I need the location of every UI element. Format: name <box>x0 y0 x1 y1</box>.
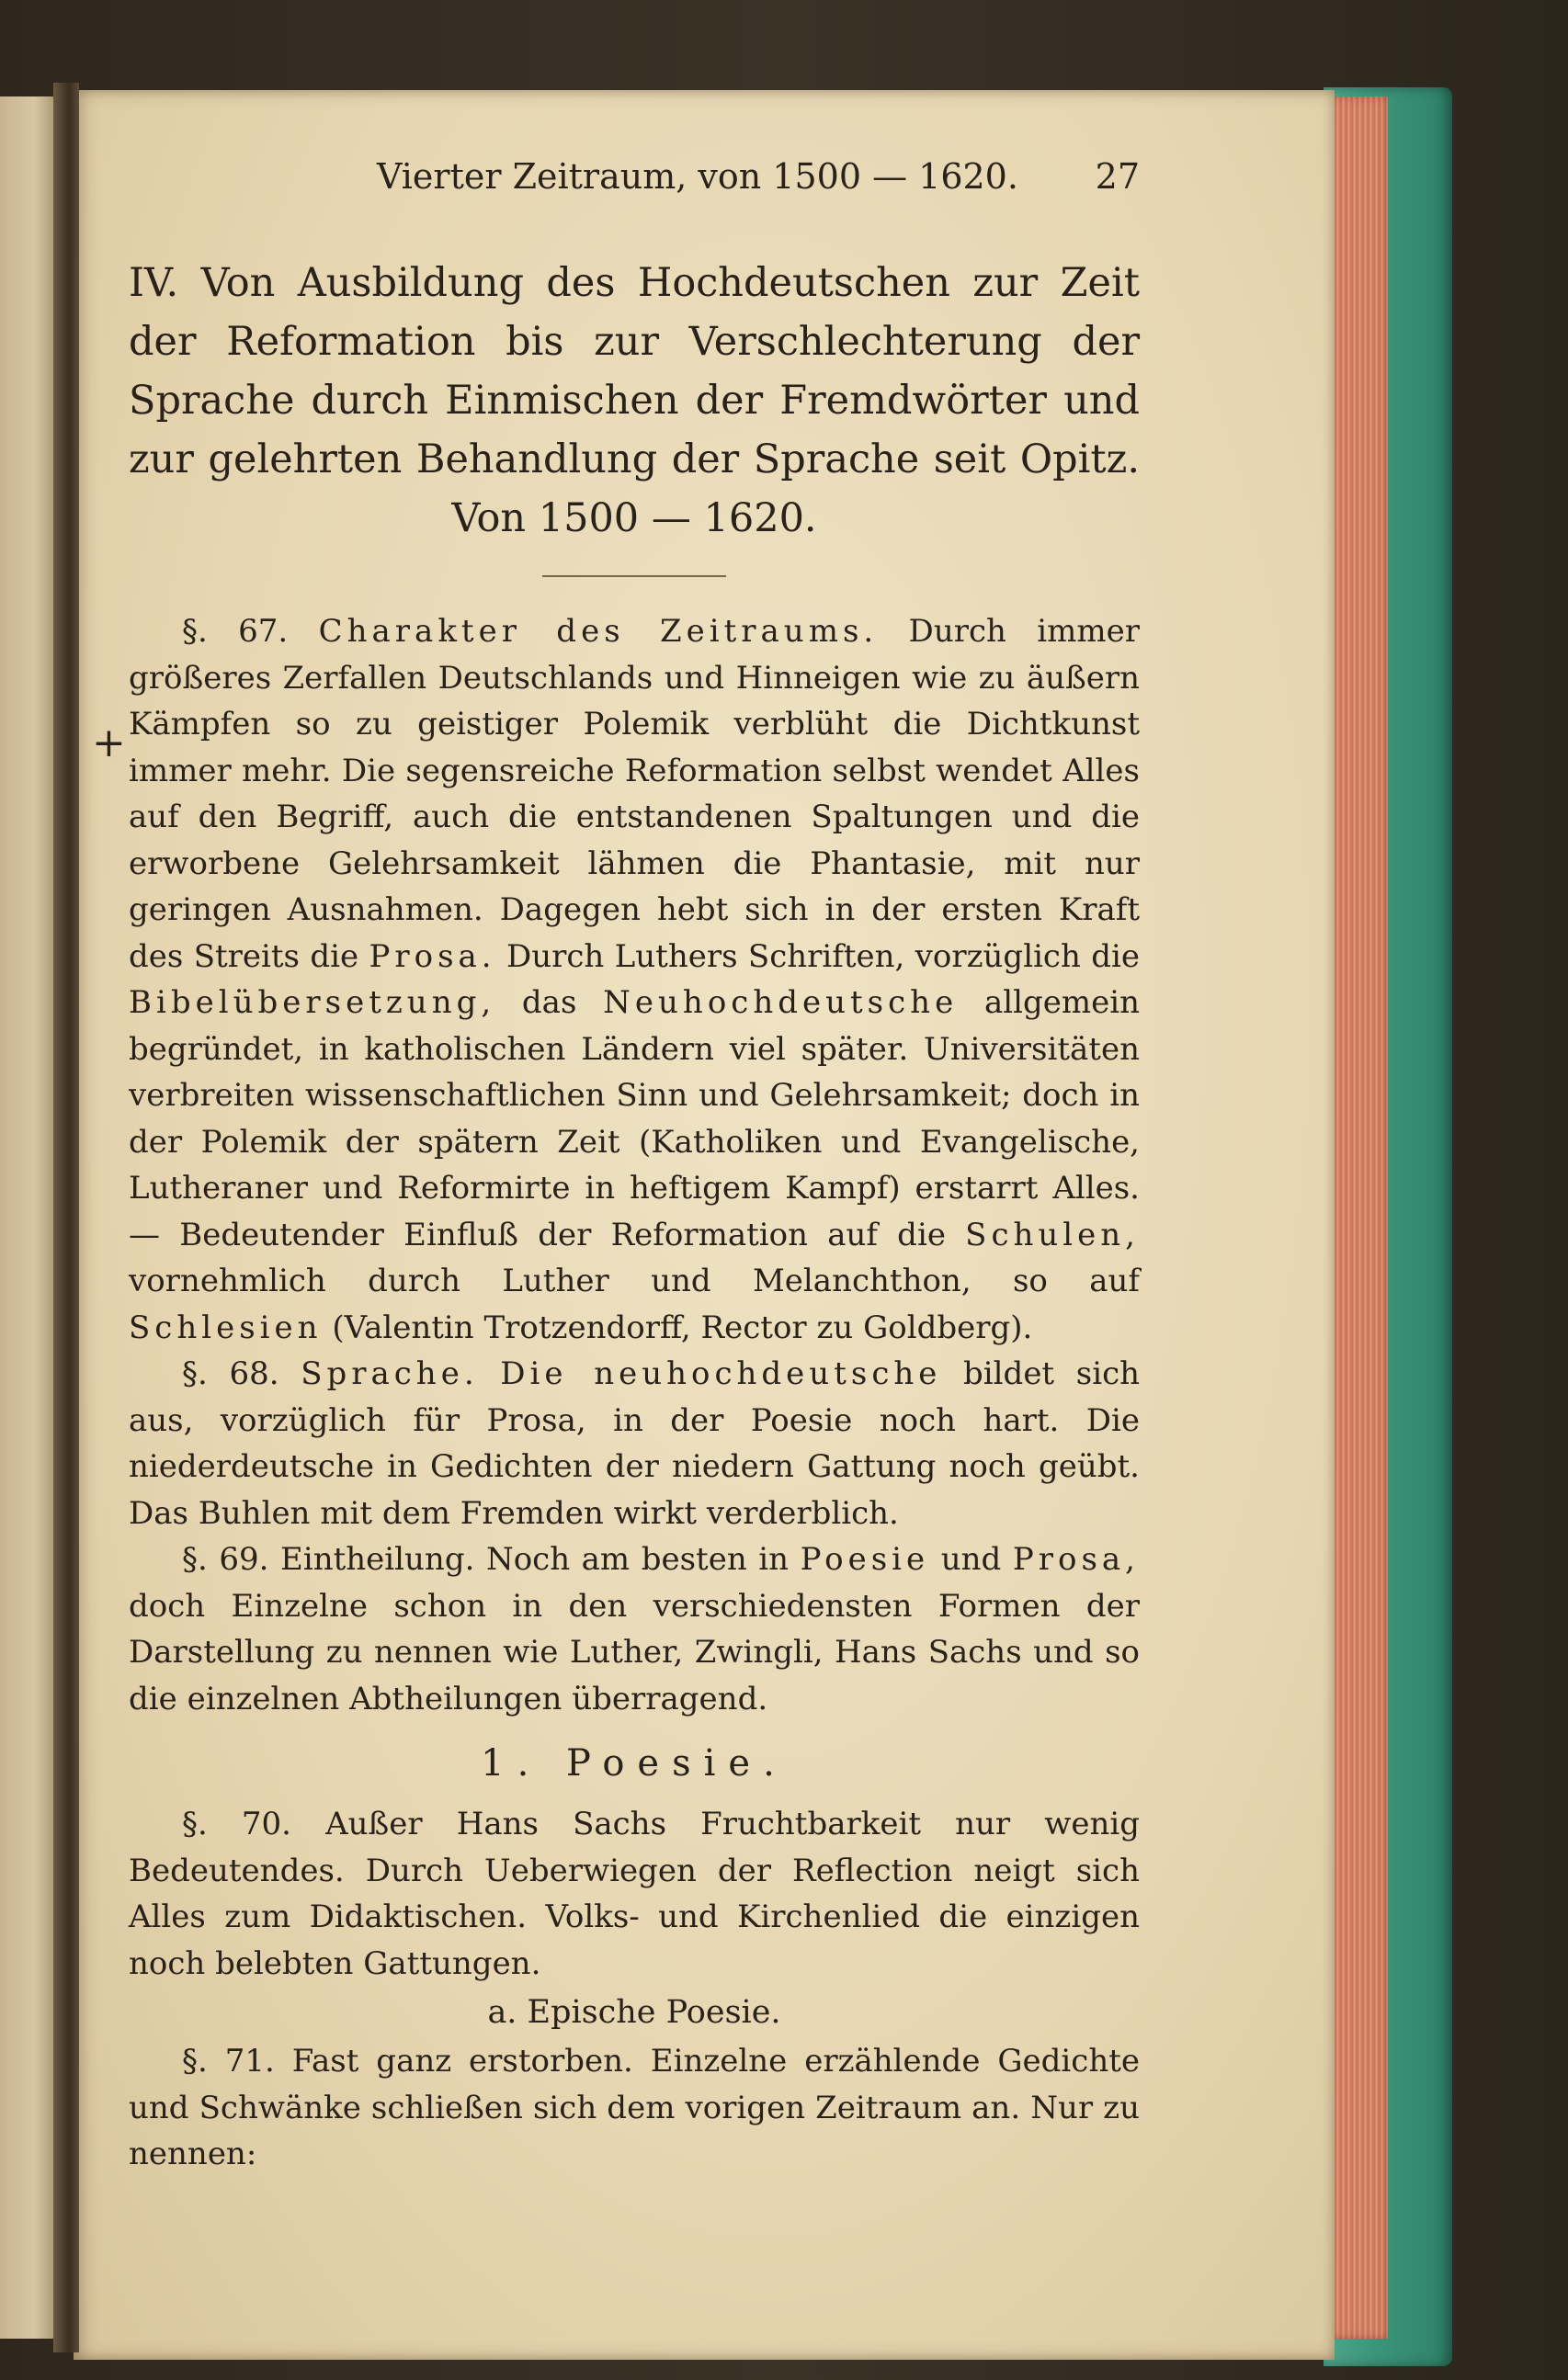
section-text: vornehmlich durch Luther und Melanchthon, so auf <box>129 1263 1140 1299</box>
page-number: 27 <box>1095 156 1140 197</box>
chapter-heading: IV. Von Ausbildung des Hochdeutschen zur Zeit der Reformation bis zur Verschlechterung der Sprache durch Einmischen der Fremdwörter und zur gelehrten Behandlung der Sprache seit Opitz. Von 1500 — 1620. <box>129 260 1140 541</box>
term-neuhochdeutsche: Die neuhochdeutsche <box>500 1355 942 1392</box>
book-gutter <box>53 83 79 2352</box>
section-text: und <box>929 1541 1013 1578</box>
section-number: §. 68. <box>182 1355 279 1392</box>
term-prosa: Prosa. <box>369 937 496 975</box>
term-schulen: Schulen, <box>965 1216 1140 1253</box>
term-bibeluebersetzung: Bibelübersetzung, <box>129 984 496 1021</box>
margin-mark: + <box>92 720 126 766</box>
running-head <box>129 156 1140 215</box>
section-text: Außer Hans Sachs Fruchtbarkeit nur wenig Bedeutendes. Durch Ueberwiegen der Reflection neigt sich Alles zum Didaktischen. Volks- und Kirchenlied die einzigen noch belebten Gattungen. <box>129 1806 1140 1982</box>
epic-poetry-heading: a. Epische Poesie. <box>487 1994 781 2031</box>
section-title: Sprache. <box>301 1355 479 1392</box>
section-title: Charakter des Zeitraums. <box>318 613 879 650</box>
section-text: Fast ganz erstorben. Einzelne erzählende Gedichte und Schwänke schließen sich dem vorigen Zeitraum an. Nur zu nennen: <box>129 2043 1140 2172</box>
section-title: Eintheilung. <box>280 1541 475 1578</box>
page-text <box>129 156 1140 2178</box>
section-text: bildet sich aus, vorzüglich für Prosa, in der Poesie noch hart. Die niederdeutsche in Gedichten der niedern Gattung noch geübt. Das Buhlen mit dem Fremden wirkt verderblich. <box>129 1355 1141 1532</box>
divider-rule <box>542 575 726 577</box>
term-schlesien: Schlesien <box>129 1309 323 1346</box>
section-text: Durch Luthers Schriften, vorzüglich die <box>495 937 1140 975</box>
facing-page-edge <box>0 96 57 2339</box>
section-text: das <box>495 984 604 1021</box>
section-69 <box>129 1536 1140 1722</box>
section-68 <box>129 1351 1140 1536</box>
term-neuhochdeutsche: Neuhochdeutsche <box>603 984 959 1021</box>
section-text: (Valentin Trotzendorff, Rector zu Goldberg). <box>322 1309 1033 1346</box>
term-prosa: Prosa, <box>1012 1541 1140 1578</box>
section-67 <box>129 608 1140 1351</box>
poesie-heading: 1. Poesie. <box>481 1742 788 1785</box>
term-poesie: Poesie <box>800 1541 930 1578</box>
section-text: Durch immer größeres Zerfallen Deutschlands und Hinneigen wie zu äußern Kämpfen so zu geistiger Polemik verblüht die Dichtkunst immer mehr. Die segensreiche Reformation selbst wendet Alles auf den Begriff, auch die entstandenen Spaltungen und die erworbene Gelehrsamkeit lähmen die Phantasie, mit nur geringen Ausnahmen. Dagegen hebt sich in der ersten Kraft des Streits die <box>129 613 1140 975</box>
section-text: Noch am besten in <box>474 1541 801 1578</box>
section-71 <box>129 2038 1140 2178</box>
section-number: §. 70. <box>182 1806 291 1842</box>
section-text: doch Einzelne schon in den verschiedensten Formen der Darstellung zu nennen wie Luther, Zwingli, Hans Sachs und so die einzelnen Abtheilungen überragend. <box>129 1587 1140 1717</box>
section-text: allgemein begründet, in katholischen Ländern viel später. Universitäten verbreiten wissenschaftlichen Sinn und Gelehrsamkeit; doch in der Polemik der spätern Zeit (Katholiken und Evangelische, Lutheraner und Reformirte in heftigem Kampf) erstarrt Alles. — Bedeutender Einfluß der Reformation auf die <box>129 984 1140 1253</box>
running-head-title: Vierter Zeitraum, von 1500 — 1620. <box>377 156 1018 197</box>
section-number: §. 67. <box>182 613 289 650</box>
section-70 <box>129 1801 1140 1987</box>
section-number: §. 71. <box>182 2043 275 2080</box>
section-number: §. 69. <box>182 1541 269 1578</box>
